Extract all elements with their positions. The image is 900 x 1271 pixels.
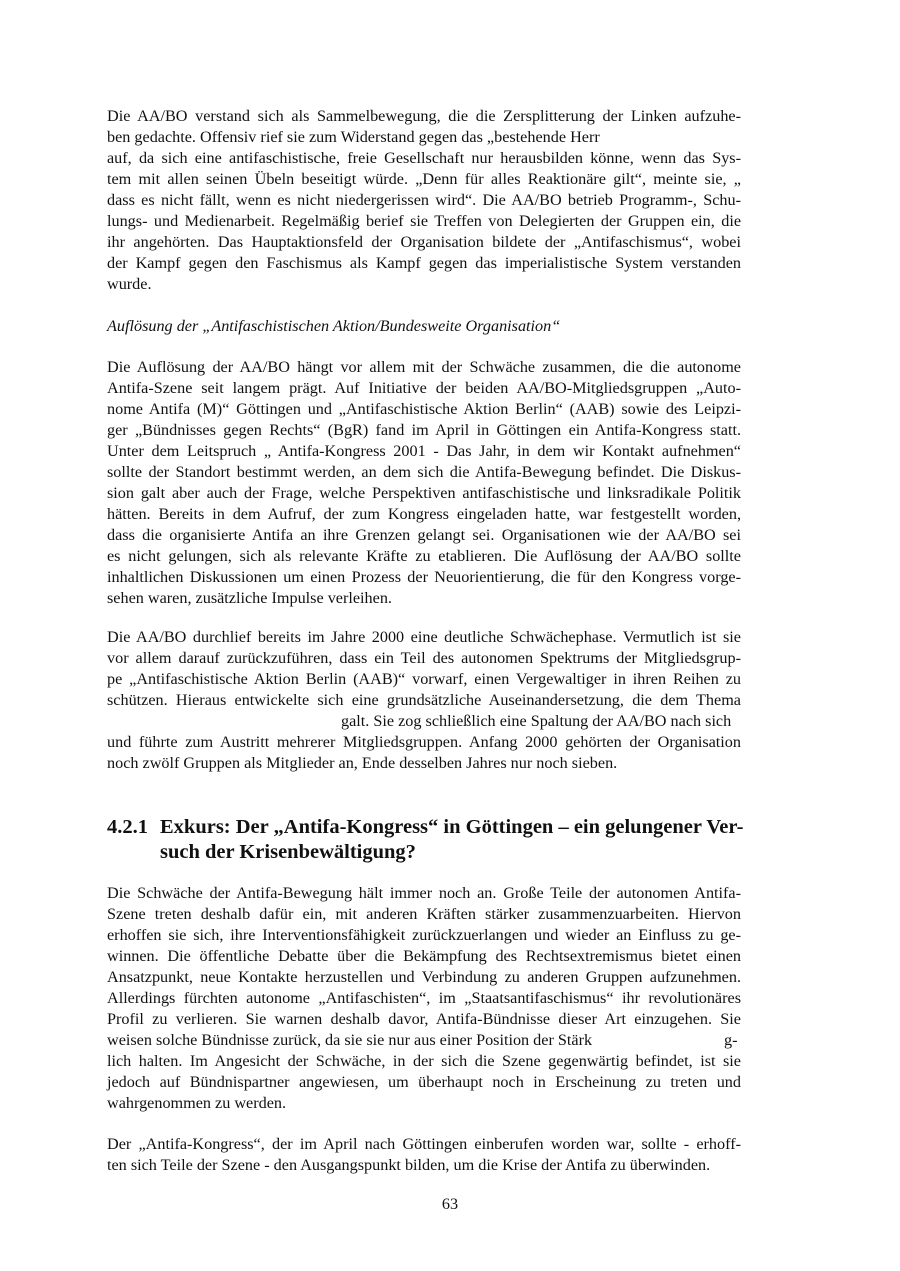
text-line: Antifa-Szene seit langem prägt. Auf Initiative der beiden AA/BO-Mitgliedsgruppen „Auto- <box>107 379 741 397</box>
page-number: 63 <box>441 1195 459 1213</box>
text-line: Der „Antifa-Kongress“, der im April nach Göttingen einberufen worden war, sollte - erhoff- <box>107 1135 741 1153</box>
text-line: dass es nicht fällt, wenn es nicht niedergerissen wird“. Die AA/BO betrieb Programm-, Schu- <box>107 191 741 209</box>
text-line: pe „Antifaschistische Aktion Berlin (AAB)“ vorwarf, einen Vergewaltiger in ihren Reihen zu <box>107 670 741 688</box>
text-line: Allerdings fürchten autonome „Antifaschisten“, im „Staatsantifaschismus“ ihr revolutionäres <box>107 989 741 1007</box>
text-line: wahrgenommen zu werden. <box>107 1094 287 1112</box>
text-line: weisen solche Bündnisse zurück, da sie sie nur aus einer Position der Stärk <box>107 1031 593 1049</box>
text-line: noch zwölf Gruppen als Mitglieder an, Ende desselben Jahres nur noch sieben. <box>107 754 618 772</box>
text-line: hätten. Bereits in dem Aufruf, der zum Kongress eingeladen hatte, war festgestellt worden, <box>107 505 741 523</box>
text-line: ihr angehörten. Das Hauptaktionsfeld der Organisation bildete der „Antifaschismus“, wobei <box>107 233 741 251</box>
text-line: Die Auflösung der AA/BO hängt vor allem mit der Schwäche zusammen, die die autonome <box>107 358 741 376</box>
text-line: Ansatzpunkt, neue Kontakte herzustellen und Verbindung zu anderen Gruppen aufzunehmen. <box>107 968 741 986</box>
text-line: Die AA/BO durchlief bereits im Jahre 2000 eine deutliche Schwächephase. Vermutlich ist sie <box>107 628 741 646</box>
text-line: lich halten. Im Angesicht der Schwäche, in der sich die Szene gegenwärtig befindet, ist sie <box>107 1052 741 1070</box>
text-line: Unter dem Leitspruch „ Antifa-Kongress 2001 - Das Jahr, in dem wir Kontakt aufnehmen“ <box>107 442 741 460</box>
text-line: lungs- und Medienarbeit. Regelmäßig berief sie Treffen von Delegierten der Gruppen ein, die <box>107 212 741 230</box>
text-line: und führte zum Austritt mehrerer Mitgliedsgruppen. Anfang 2000 gehörten der Organisation <box>107 733 741 751</box>
text-line: Szene treten deshalb dafür ein, mit anderen Kräften stärker zusammenzuarbeiten. Hiervon <box>107 905 741 923</box>
text-line: wurde. <box>107 275 152 293</box>
text-line: tem mit allen seinen Übeln beseitigt würde. „Denn für alles Reaktionäre gilt“, meinte sie, „ <box>107 170 741 188</box>
text-line: erhoffen sie sich, ihre Interventionsfähigkeit zurückzuerlangen und wieder an Einfluss zu ge- <box>107 926 741 944</box>
text-line: ben gedachte. Offensiv rief sie zum Widerstand gegen das „bestehende Herr <box>107 128 600 146</box>
text-line: vor allem darauf zurückzuführen, dass ein Teil des autonomen Spektrums der Mitgliedsgrup- <box>107 649 741 667</box>
text-line: nome Antifa (M)“ Göttingen und „Antifaschistische Aktion Berlin“ (AAB) sowie des Leipzi- <box>107 400 741 418</box>
text-line: inhaltlichen Diskussionen um einen Prozess der Neuorientierung, die für den Kongress vorge- <box>107 568 741 586</box>
subheading: Auflösung der „Antifaschistischen Aktion/Bundesweite Organisation“ <box>107 317 561 335</box>
text-line: auf, da sich eine antifaschistische, freie Gesellschaft nur herausbilden könne, wenn das Sys- <box>107 149 741 167</box>
text-line: sion galt aber auch der Frage, welche Perspektiven antifaschistische und linksradikale Politik <box>107 484 741 502</box>
text-line: ger „Bündnisses gegen Rechts“ (BgR) fand im April in Göttingen ein Antifa-Kongress statt. <box>107 421 741 439</box>
text-line: galt. Sie zog schließlich eine Spaltung der AA/BO nach sich <box>341 712 732 730</box>
text-line: Die AA/BO verstand sich als Sammelbewegung, die die Zersplitterung der Linken aufzuhe- <box>107 107 741 125</box>
text-line: schützen. Hieraus entwickelte sich eine grundsätzliche Auseinandersetzung, die dem Thema <box>107 691 741 709</box>
section-title-line: Exkurs: Der „Antifa-Kongress“ in Göttingen – ein gelungener Ver- <box>160 816 744 838</box>
text-line: Profil zu verlieren. Sie warnen deshalb davor, Antifa-Bündnisse dieser Art einzugehen. Sie <box>107 1010 741 1028</box>
section-title-line: such der Krisenbewältigung? <box>160 841 416 863</box>
text-line: Die Schwäche der Antifa-Bewegung hält immer noch an. Große Teile der autonomen Antifa- <box>107 884 741 902</box>
text-line: es nicht gelungen, sich als relevante Kräfte zu etablieren. Die Auflösung der AA/BO sollte <box>107 547 741 565</box>
text-line: sehen waren, zusätzliche Impulse verleihen. <box>107 589 392 607</box>
text-line: winnen. Die öffentliche Debatte über die Bekämpfung des Rechtsextremismus bietet einen <box>107 947 741 965</box>
text-line: jedoch auf Bündnispartner angewiesen, um überhaupt noch in Erscheinung zu treten und <box>107 1073 741 1091</box>
text-line: ten sich Teile der Szene - den Ausgangspunkt bilden, um die Krise der Antifa zu überwinden. <box>107 1156 711 1174</box>
text-line: sollte der Standort bestimmt werden, an dem sich die Antifa-Bewegung befindet. Die Diskus- <box>107 463 741 481</box>
text-line: dass die organisierte Antifa an ihre Grenzen gelangt sei. Organisationen wie der AA/BO sei <box>107 526 741 544</box>
section-number: 4.2.1 <box>107 816 148 838</box>
text-line: der Kampf gegen den Faschismus als Kampf gegen das imperialistische System verstanden <box>107 254 741 272</box>
text-line-fragment: g- <box>724 1031 738 1049</box>
